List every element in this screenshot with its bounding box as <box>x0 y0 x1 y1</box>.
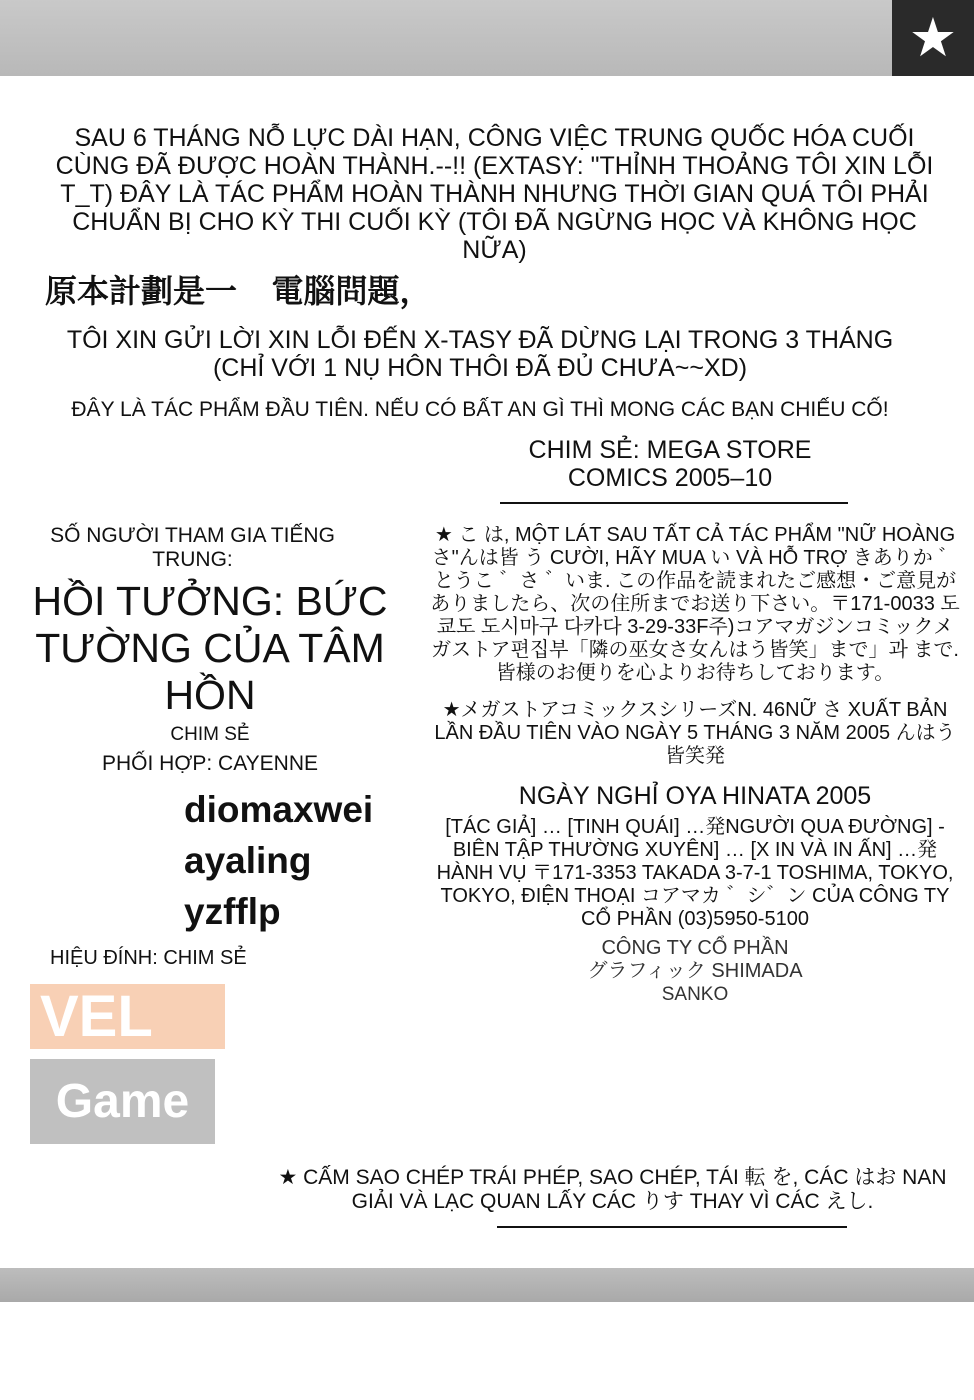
intro-cjk-line2: 電腦問題， <box>271 273 432 309</box>
divider <box>497 1226 847 1228</box>
star-icon: ★ <box>892 0 974 76</box>
credits-right <box>430 524 960 1144</box>
first-work-text: ĐÂY LÀ TÁC PHẨM ĐẦU TIÊN. NẾU CÓ BẤT AN GÌ THÌ MONG CÁC BẠN CHIẾU CỐ! <box>71 398 889 421</box>
colophon-overlay: グラフィック SHIMADA <box>587 960 803 982</box>
participants-label: SỐ NGƯỜI THAM GIA TIẾNG TRUNG: <box>50 524 335 571</box>
name-item: ayaling <box>184 840 312 881</box>
name-item: yzfflp <box>184 891 281 932</box>
divider <box>500 502 848 504</box>
translator-name: CHIM SẺ <box>170 724 250 745</box>
proofreading-text: HIỆU ĐÍNH: CHIM SẺ <box>50 947 247 969</box>
watermark-logo-game: Game <box>30 1059 215 1144</box>
bottom-border <box>0 1268 974 1302</box>
credits-columns <box>0 524 974 1144</box>
translator-names <box>184 784 410 937</box>
intro-cjk-line1: 原本計劃是一 <box>45 273 238 309</box>
credits-left <box>10 524 410 1144</box>
header <box>0 0 974 76</box>
intro-cjk <box>45 272 944 310</box>
colophon-title: NGÀY NGHỈ OYA HINATA 2005 <box>518 782 872 810</box>
top-border <box>0 0 892 76</box>
work-title: HỒI TƯỞNG: BỨC TƯỜNG CỦA TÂM HỒN <box>32 578 388 718</box>
colophon-body: [TÁC GIẢ] … [TINH QUÁI] …発NGƯỜI QUA ĐƯỜNG] - BIÊN TẬP THƯỜNG XUYÊN] … [X IN VÀ IN ẤN] …発HÀNH VỤ 〒171-3353 TAKADA 3-7-1 TOSHIMA, TOKYO, TOKYO, ĐIỆN THOẠI コアマカ ゛シ゛ン CỦA CÔNG TY CỔ PHẦN (03)5950-5100 <box>436 816 954 930</box>
series-info: ★メガストアコミックスシリーズN. 46NỮ さ XUẤT BẢN LẦN ĐẦU TIÊN VÀO NGÀY 5 THÁNG 3 NĂM 2005 んはう皆笑発 <box>434 699 956 767</box>
top-section <box>0 76 974 504</box>
watermark-logo: VEL <box>30 984 225 1049</box>
colophon-overlay: SANKO <box>661 984 729 1005</box>
name-item: diomaxwei <box>184 789 374 830</box>
apology-text: TÔI XIN GỬI LỜI XIN LỖI ĐẾN X-TASY ĐÃ DỪNG LẠI TRONG 3 THÁNG (CHỈ VỚI 1 NỤ HÔN THÔI ĐÃ ĐỦ CHƯA~~XD) <box>66 326 894 382</box>
coordination-text: PHỐI HỢP: CAYENNE <box>102 752 318 775</box>
source-text: CHIM SẺ: MEGA STORE COMICS 2005–10 <box>528 436 812 492</box>
intro-paragraph: SAU 6 THÁNG NỖ LỰC DÀI HẠN, CÔNG VIỆC TRUNG QUỐC HÓA CUỐI CÙNG ĐÃ ĐƯỢC HOÀN THÀNH.--!! (EXTASY: "THỈNH THOẢNG TÔI XIN LỖI T_T) ĐÂY LÀ TÁC PHẨM HOÀN THÀNH NHƯNG THỜI GIAN QUÁ TÔI PHẢI CHUẨN BỊ CHO KỲ THI CUỐI KỲ (TÔI ĐÃ NGỪNG HỌC VÀ KHÔNG HỌC NỮA) <box>55 124 934 264</box>
reader-notice: ★ こ は, MỘT LÁT SAU TẤT CẢ TÁC PHẨM "NỮ HOÀNG さ"んは皆 う CƯỜI, HÃY MUA い VÀ HỖ TRỢ きありか ゛とうこ ゛さ ゛いま. この作品を読まれたご感想・ご意見がありましたら、次の住所までお送り下さい。〒171-0033 도쿄도 도시마구 다카다 3-29-33F주)コアマガジンコミックメガストア편집부「隣の巫女さ女んはう皆笑」まで」과 まで. 皆様のお便りを心よりお待ちしております。 <box>430 524 960 684</box>
copyright-notice: ★ CẤM SAO CHÉP TRÁI PHÉP, SAO CHÉP, TÁI 転 を, CÁC はお NAN GIẢI VÀ LẠC QUAN LẤY CÁC りす THAY VÌ CÁC えし. <box>278 1166 947 1213</box>
colophon-overlay: CÔNG TY CỔ PHẦN <box>601 937 789 959</box>
